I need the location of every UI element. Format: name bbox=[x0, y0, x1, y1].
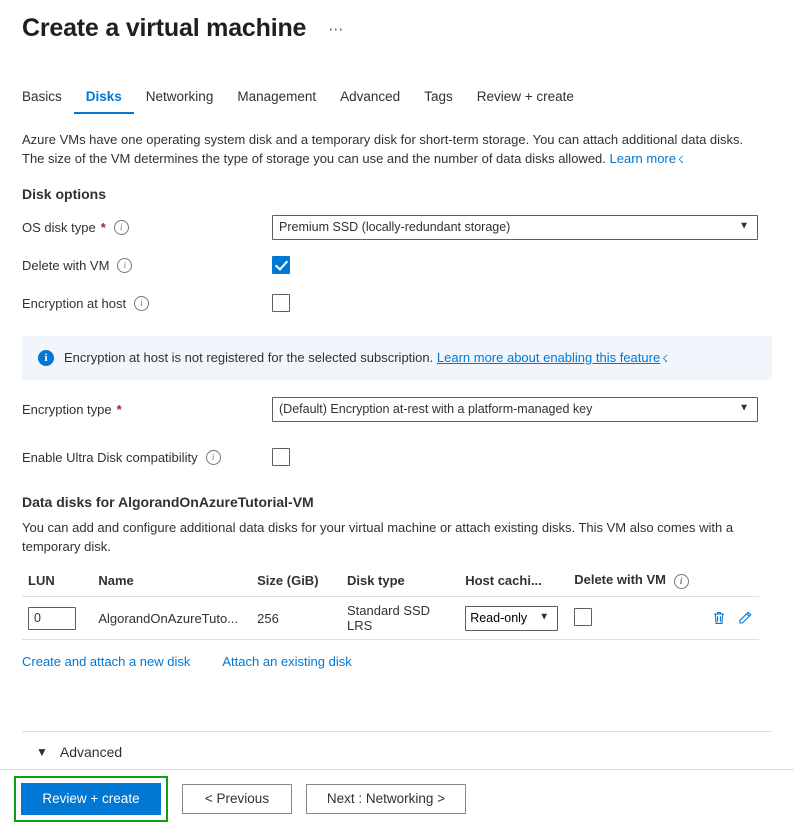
os-disk-type-info-icon[interactable]: i bbox=[114, 220, 129, 235]
encryption-at-host-info-icon[interactable]: i bbox=[134, 296, 149, 311]
chevron-down-icon: ▼ bbox=[36, 745, 48, 759]
previous-button[interactable]: < Previous bbox=[182, 784, 292, 814]
column-disk-type: Disk type bbox=[341, 568, 459, 597]
disks-tab-content bbox=[0, 130, 794, 773]
tab-networking[interactable]: Networking bbox=[145, 89, 214, 104]
cell-lun bbox=[22, 597, 92, 640]
data-disks-heading: Data disks for AlgorandOnAzureTutorial-VM bbox=[22, 494, 314, 510]
cell-host-caching bbox=[459, 597, 568, 640]
edit-icon[interactable] bbox=[737, 610, 753, 626]
footer-bar bbox=[0, 769, 794, 827]
advanced-section-toggle[interactable] bbox=[22, 732, 772, 773]
encryption-type-label-group bbox=[22, 402, 272, 417]
delete-with-vm-label: Delete with VM bbox=[22, 257, 110, 273]
encryption-type-select[interactable] bbox=[272, 397, 758, 422]
intro-paragraph bbox=[22, 130, 767, 170]
banner-link-label: Learn more about enabling this feature bbox=[436, 350, 661, 365]
tab-review-create[interactable]: Review + create bbox=[476, 89, 574, 104]
column-row-actions bbox=[695, 568, 759, 597]
intro-text: Azure VMs have one operating system disk and a temporary disk for short-term storage. You can attach additional data disks. The size of the VM determines the type of storage you can use and the number of data disks allowed. bbox=[22, 132, 744, 166]
os-disk-type-required: * bbox=[100, 219, 106, 235]
table-header-row bbox=[22, 568, 759, 597]
delete-with-vm-info-icon[interactable]: i bbox=[117, 258, 132, 273]
cell-name[interactable]: AlgorandOnAzureTuto... bbox=[92, 597, 251, 640]
column-delete-with-vm-label: Delete with VM bbox=[574, 572, 666, 587]
encryption-type-row bbox=[22, 394, 772, 424]
host-caching-dropdown-wrap bbox=[465, 606, 558, 631]
column-delete-with-vm bbox=[568, 568, 694, 597]
table-row bbox=[22, 597, 759, 640]
encryption-at-host-row bbox=[22, 288, 772, 318]
table-header bbox=[22, 568, 759, 597]
data-disks-description: You can add and configure additional data disks for your virtual machine or attach existing disks. This VM also comes with a temporary disk. bbox=[22, 520, 734, 554]
attach-existing-disk-link[interactable]: Attach an existing disk bbox=[222, 654, 352, 669]
ultra-disk-label-group bbox=[22, 450, 272, 465]
chevron-down-icon: ▼ bbox=[739, 220, 749, 232]
encryption-at-host-label: Encryption at host bbox=[22, 295, 127, 311]
cell-size: 256 bbox=[251, 597, 341, 640]
tab-bar bbox=[22, 83, 794, 114]
encryption-host-info-banner bbox=[22, 336, 772, 380]
info-icon: i bbox=[38, 350, 54, 366]
page-title: Create a virtual machine bbox=[22, 14, 307, 42]
disk-options-heading: Disk options bbox=[22, 186, 107, 202]
ultra-disk-label: Enable Ultra Disk compatibility bbox=[22, 449, 198, 465]
os-disk-type-dropdown-wrap bbox=[272, 215, 758, 240]
os-disk-type-row bbox=[22, 212, 772, 242]
tab-basics[interactable]: Basics bbox=[22, 89, 62, 104]
cell-delete-with-vm bbox=[568, 597, 694, 640]
more-actions-icon[interactable]: ⋯ bbox=[328, 20, 345, 38]
ultra-disk-info-icon[interactable]: i bbox=[206, 450, 221, 465]
next-networking-button[interactable]: Next : Networking > bbox=[306, 784, 466, 814]
column-lun: LUN bbox=[22, 568, 92, 597]
banner-learn-more-link[interactable] bbox=[437, 350, 668, 365]
lun-input[interactable] bbox=[28, 607, 76, 630]
os-disk-type-label-group bbox=[22, 220, 272, 235]
column-name: Name bbox=[92, 568, 251, 597]
create-attach-new-disk-link[interactable]: Create and attach a new disk bbox=[22, 654, 191, 669]
banner-text: Encryption at host is not registered for the selected subscription. bbox=[64, 350, 434, 365]
banner-content bbox=[64, 350, 668, 365]
cell-disk-type: Standard SSD LRS bbox=[341, 597, 459, 640]
delete-with-vm-row bbox=[22, 250, 772, 280]
tab-advanced[interactable]: Advanced bbox=[340, 89, 401, 104]
table-body bbox=[22, 597, 759, 640]
data-disks-table bbox=[22, 568, 759, 640]
delete-with-vm-checkbox[interactable] bbox=[272, 256, 290, 274]
cell-row-actions bbox=[695, 597, 759, 640]
chevron-down-icon: ▼ bbox=[539, 611, 550, 623]
tab-tags[interactable]: Tags bbox=[424, 89, 453, 104]
os-disk-type-label: OS disk type bbox=[22, 219, 96, 235]
review-create-highlight bbox=[14, 776, 168, 822]
ultra-disk-row bbox=[22, 442, 772, 472]
chevron-down-icon: ▼ bbox=[739, 402, 749, 414]
row-delete-with-vm-checkbox[interactable] bbox=[574, 608, 592, 626]
column-size: Size (GiB) bbox=[251, 568, 341, 597]
learn-more-link[interactable] bbox=[610, 151, 684, 166]
tab-management[interactable]: Management bbox=[237, 89, 317, 104]
external-link-icon: ☇ bbox=[662, 354, 668, 365]
encryption-type-required: * bbox=[116, 401, 122, 417]
advanced-section-label: Advanced bbox=[59, 744, 123, 760]
tab-disks[interactable]: Disks bbox=[74, 83, 134, 114]
row-action-group bbox=[701, 610, 753, 626]
os-disk-type-select[interactable] bbox=[272, 215, 758, 240]
delete-with-vm-label-group bbox=[22, 258, 272, 273]
column-host-caching: Host cachi... bbox=[459, 568, 568, 597]
delete-with-vm-column-info-icon[interactable]: i bbox=[674, 574, 689, 589]
encryption-at-host-label-group bbox=[22, 296, 272, 311]
host-caching-select[interactable] bbox=[465, 606, 558, 631]
encryption-type-dropdown-wrap bbox=[272, 397, 758, 422]
encryption-type-label: Encryption type bbox=[22, 401, 112, 417]
title-row bbox=[0, 0, 794, 43]
encryption-at-host-checkbox[interactable] bbox=[272, 294, 290, 312]
ultra-disk-checkbox[interactable] bbox=[272, 448, 290, 466]
external-link-icon: ☇ bbox=[678, 155, 684, 166]
data-disk-links bbox=[22, 654, 772, 669]
learn-more-label: Learn more bbox=[609, 151, 676, 166]
delete-icon[interactable] bbox=[711, 610, 727, 626]
review-create-button[interactable]: Review + create bbox=[21, 783, 161, 815]
